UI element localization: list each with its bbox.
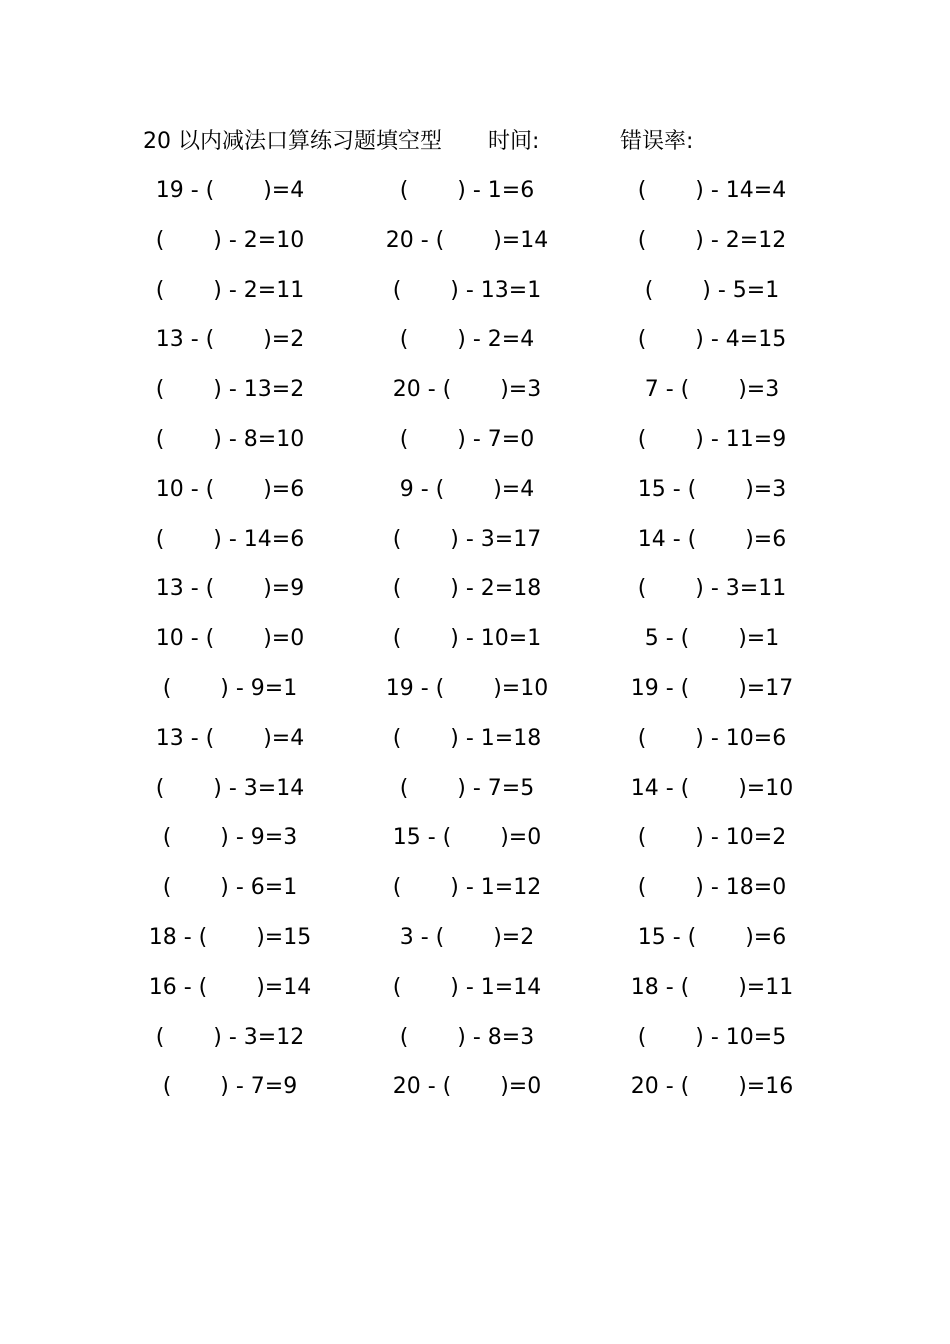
problem-item: ( ) - 2=10 (155, 227, 305, 253)
problem-item: ( ) - 7=5 (399, 775, 535, 801)
problem-item: 7 - ( )=3 (644, 377, 780, 403)
error-rate-label: 错误率: (620, 129, 694, 154)
problem-item: 20 - ( )=0 (392, 1074, 542, 1100)
problem-item: ( ) - 13=1 (392, 277, 542, 303)
problem-item: 10 - ( )=0 (155, 626, 305, 652)
problem-item: ( ) - 10=1 (392, 626, 542, 652)
problem-row (0, 771, 950, 807)
problem-item: ( ) - 2=4 (399, 327, 535, 353)
problem-item: ( ) - 5=1 (644, 277, 780, 303)
problem-item: 19 - ( )=4 (155, 178, 305, 203)
problem-item: 20 - ( )=16 (630, 1074, 794, 1100)
problem-item: 19 - ( )=17 (630, 676, 794, 701)
problem-item: 10 - ( )=6 (155, 476, 305, 502)
problem-item: ( ) - 7=0 (399, 427, 535, 452)
problem-item: 19 - ( )=10 (385, 676, 549, 701)
problem-item: 9 - ( )=4 (399, 476, 535, 502)
problem-row (0, 1069, 950, 1105)
problem-item: ( ) - 4=15 (637, 327, 787, 353)
problem-item: 20 - ( )=14 (385, 227, 549, 253)
problem-item: 15 - ( )=3 (637, 476, 787, 502)
problem-row (0, 522, 950, 558)
problem-row (0, 870, 950, 906)
problem-item: 14 - ( )=6 (637, 526, 787, 552)
problem-item: ( ) - 3=11 (637, 576, 787, 602)
problem-item: ( ) - 9=3 (162, 825, 298, 851)
problem-item: 13 - ( )=2 (155, 327, 305, 353)
problem-row (0, 820, 950, 856)
problem-item: ( ) - 8=3 (399, 1024, 535, 1050)
problem-item: 18 - ( )=11 (630, 974, 794, 1000)
problem-item: ( ) - 3=12 (155, 1024, 305, 1050)
problem-item: ( ) - 1=18 (392, 725, 542, 751)
problem-item: ( ) - 9=1 (162, 676, 298, 701)
problem-row (0, 1020, 950, 1056)
problem-item: 15 - ( )=0 (392, 825, 542, 851)
problem-item: ( ) - 11=9 (637, 427, 787, 452)
problem-item: ( ) - 13=2 (155, 377, 305, 403)
problem-row (0, 422, 950, 458)
problem-row (0, 372, 950, 408)
problem-item: 15 - ( )=6 (637, 925, 787, 950)
problem-row (0, 671, 950, 707)
problem-item: ( ) - 14=4 (637, 178, 787, 203)
problem-item: ( ) - 14=6 (155, 526, 305, 552)
problem-row (0, 223, 950, 259)
problem-item: ( ) - 1=12 (392, 875, 542, 901)
problem-item: 3 - ( )=2 (399, 925, 535, 950)
problem-item: ( ) - 2=18 (392, 576, 542, 602)
problem-item: 5 - ( )=1 (644, 626, 780, 652)
problem-item: ( ) - 1=6 (399, 178, 535, 203)
problem-item: ( ) - 18=0 (637, 875, 787, 901)
problem-item: ( ) - 10=6 (637, 725, 787, 751)
problem-item: ( ) - 3=17 (392, 526, 542, 552)
problem-row (0, 273, 950, 309)
problem-row (0, 472, 950, 508)
problem-item: ( ) - 10=2 (637, 825, 787, 851)
problem-row (0, 173, 950, 209)
time-label: 时间: (488, 129, 540, 154)
problem-item: ( ) - 7=9 (162, 1074, 298, 1100)
worksheet-title: 20 以内减法口算练习题填空型 (143, 129, 442, 154)
problem-item: ( ) - 1=14 (392, 974, 542, 1000)
problem-row (0, 621, 950, 657)
problem-item: 20 - ( )=3 (392, 377, 542, 403)
problem-item: ( ) - 2=11 (155, 277, 305, 303)
problem-item: ( ) - 2=12 (637, 227, 787, 253)
problem-row (0, 920, 950, 956)
problem-row (0, 571, 950, 607)
problem-item: 16 - ( )=14 (148, 974, 312, 1000)
problem-item: 13 - ( )=4 (155, 725, 305, 751)
problem-item: 14 - ( )=10 (630, 775, 794, 801)
problem-row (0, 322, 950, 358)
problem-item: 13 - ( )=9 (155, 576, 305, 602)
problem-item: ( ) - 6=1 (162, 875, 298, 901)
problem-item: ( ) - 3=14 (155, 775, 305, 801)
problem-item: ( ) - 10=5 (637, 1024, 787, 1050)
problem-item: ( ) - 8=10 (155, 427, 305, 452)
problem-row (0, 970, 950, 1006)
problem-row (0, 721, 950, 757)
problem-item: 18 - ( )=15 (148, 925, 312, 950)
